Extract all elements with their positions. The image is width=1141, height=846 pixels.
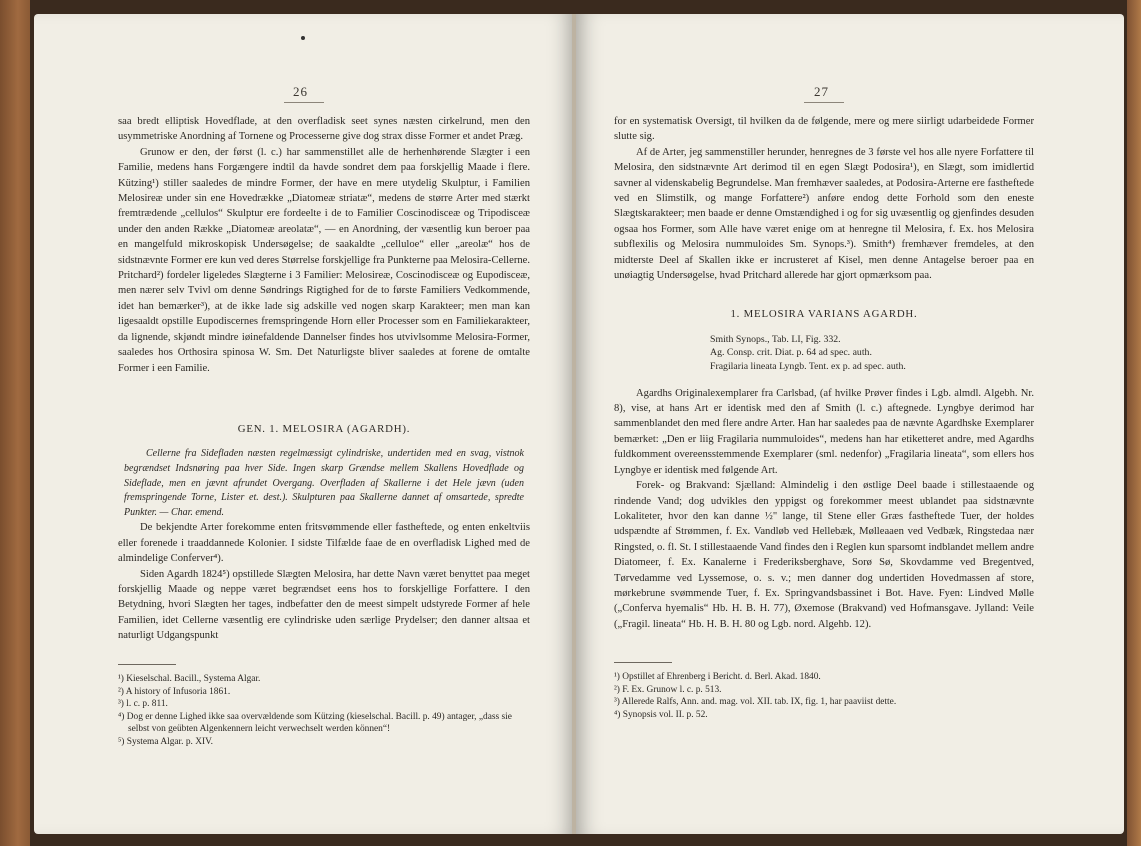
left-footnotes	[118, 664, 530, 749]
left-paragraph-4: Siden Agardh 1824⁵) opstillede Slægten Melosira, har dette Navn været benyttet paa meget forskjellig Maade og neppe været begrændset eens hos to forskjellige Forfattere. I den Betydning, hvori Slægten her tages, indbefatter den de meest simpelt udstyrede Former af hele Familien, idet Cellerne væsentlig ere cylindriske uden særlige Prydelser; den danner altsaa et naturligt Udgangspunkt	[118, 568, 530, 642]
species-synonyms	[614, 333, 1034, 374]
book-cover-right-edge	[1127, 0, 1141, 846]
right-footnote-3: ³) Allerede Ralfs, Ann. and. mag. vol. XII. tab. IX, fig. 1, har paaviist dette.	[614, 697, 897, 708]
right-footnote-1: ¹) Opstillet af Ehrenberg i Bericht. d. Berl. Akad. 1840.	[614, 672, 821, 682]
genus-diagnosis: Cellerne fra Sidefladen næsten regelmæssigt cylindriske, undertiden med en svag, vistnok begrændset Indsnøring paa hver Side. Ingen skarp Grændse mellem Skallens Hovedflade og Sideflade, men en jævnt afrundet Overgang. Overfladen af Skallerne i det Hele jævn (uden fremspringende Torne, Lister et. dest.). Skulpturen paa Skallerne dannet af omsartede, spredte Punkter. — Char. emend.	[124, 448, 524, 518]
synonym-3: Fragilaria lineata Lyngb. Tent. ex p. ad spec. auth.	[710, 361, 906, 373]
ink-spot	[301, 36, 305, 40]
right-paragraph-4: Forek- og Brakvand: Sjælland: Almindelig i den østlige Deel baade i stillestaaende og rindende Vand; dog udvikles den yppigst og forekommer meest ublandet paa sidstnævnte Lokaliteter, hvor den kan danne ½" lange, til Stene eller Græs fastheftede Tuer, der holdes udspændte af Strømmen, f. Ex. Vandløb ved Hellebæk, Møllеaaen ved Vedbæk, Ringstedaa nær Ringsted, o. fl. St. I stillestaaende Vand findes den i Reglen kun sparsomt indblandet mellem andre Diatomeer, f. Ex. Kanalerne i Frederiksberghave, Sorø Sø, Skovdamme ved Bregentved, Tørvedamme ved Lyssemose, o. s. v.; men danner dog undertiden Hovedmassen af store, mørkebrune svømmende Tuer, f. Ex. Springvandsbassinet i Bot. Have. Fyen: Lindved Mølle („Conferva hyemalis“ Hb. H. B. H. 77), Øxemose (Brakvand) ved Hofmansgave. Jylland: Veile („Fragil. lineata“ Hb. H. B. H. 80 og Lgb. nord. Algehb. 12).	[614, 480, 1034, 630]
left-footnote-2: ²) A history of Infusoria 1861.	[118, 686, 231, 697]
left-footnote-rule	[118, 664, 176, 665]
left-page-body	[118, 114, 530, 644]
right-paragraph-1: for en systematisk Oversigt, til hvilken da de følgende, mere og mere siirligt udarbeidede Former slutte sig.	[614, 116, 1034, 143]
left-footnote-5: ⁵) Systema Algar. p. XIV.	[118, 736, 214, 747]
right-footnotes	[614, 662, 1034, 721]
left-footnote-1: ¹) Kieselschal. Bacill., Systema Algar.	[118, 674, 261, 684]
right-paragraph-2: Af de Arter, jeg sammenstiller herunder, henregnes de 3 første vel hos alle nyere Forfattere til Melosira, den sidstnævnte Art derimod til en egen Slægt Podosira¹), en Slægt, som imidlertid savner al videnskabelig Begrundelse. Man fremhæver saaledes, at Podosira-Arterne ere fastheftede ved en Slimstilk, og mange Forfattere²) anføre endog dette Forhold som den eneste Slægtskarakteer; men baade er denne Omstændighed i og for sig uvæsentlig og gjenfindes desuden ogsaa hos Former, som Alle have været enige om at henregne til Melosira, f. Ex. hos Melosira subflexilis og Melosira nummuloides Sm. Synops.³). Smith⁴) fremhæver fremdeles, at den midterste Deel af Skallen ikke er incrusteret af Kisel, men denne Antagelse beroer paa en unøiagtig Undersøgelse, hvad Pritchard allerede har gjort opmærksom paa.	[614, 146, 1034, 282]
left-footnote-3: ³) l. c. p. 811.	[118, 699, 168, 710]
left-page	[34, 14, 574, 834]
right-footnote-rule	[614, 662, 672, 663]
synonym-2: Ag. Consp. crit. Diat. p. 64 ad spec. auth.	[710, 347, 872, 359]
right-page-number-rule	[804, 102, 844, 103]
right-footnote-2: ²) F. Ex. Grunow l. c. p. 513.	[614, 684, 722, 695]
left-paragraph-3: De bekjendte Arter forekomme enten fritsvømmende eller fastheftede, og enten enkeltviis eller forenede i traaddannede Kolonier. I sidste Tilfælde faae de en overfladisk Lighed med de almindelige Conferver⁴).	[118, 522, 530, 565]
right-page-number: 27	[814, 84, 829, 99]
right-footnote-4: ⁴) Synopsis vol. II. p. 52.	[614, 709, 708, 720]
synonym-1: Smith Synops., Tab. LI, Fig. 332.	[710, 333, 841, 345]
book-cover-left-edge	[0, 0, 30, 846]
left-footnote-4: ⁴) Dog er denne Lighed ikke saa overvældende som Kützing (kieselschal. Bacill. p. 49) antager, „dass sie selbst von geübten Algenkennern leicht verwechselt werden können“!	[118, 711, 512, 735]
left-paragraph-2: Grunow er den, der først (l. c.) har sammenstillet alle de herhenhørende Slægter i een Familie, medens hans Forgængere indtil da havde sondret dem paa forskjellig Maade i flere. Kützing¹) stiller saaledes de mindre Former, der have en mere utydelig Skulptur, i Familien Melosireæ under sin ene Hovedrække „Diatomeæ striatæ“, medens de større Arter med stærkt fremtrædende „cellulos“ Skulptur ere fordeelte i de to Familier Coscinodisceæ og Tripodisceæ under den anden Række „Diatomeæ areolatæ“, — en Anordning, der væsentlig kun beroer paa en mangelfuld mikroskopisk Undersøgelse; de saakaldte „celluloe“ eller „areolæ“ hos de sidstnævnte Former ere kun ved deres Størrelse forskjellige fra Punkterne paa Melosira-Cellerne. Pritchard²) fordeler ligeledes Slægterne i 3 Familier: Melosireæ, Coscinodisceæ og Eupodisceæ, men nærer selv Tvivl om denne Søndrings Rigtighed for de to første Familiers Vedkommende, idet han bemærker³), at de ikke lade sig adskille ved nogen skarp Karakteer; men man kan ligesaaldt opstille Eupodiscernes fremspringende Horn eller Processer som en Familiekarakteer, da lignende, skjøndt mindre iøinefaldende Dannelser findes hos utvivlsomme Melosira-Former, saaledes hos Orthosira spinosa W. Sm. Det Naturligste bliver saaledes at forene de omtalte Former i een Familie.	[118, 146, 530, 374]
left-page-number-rule	[284, 102, 324, 103]
left-page-number: 26	[293, 84, 308, 99]
right-paragraph-3: Agardhs Originalexemplarer fra Carlsbad, (af hvilke Prøver findes i Lgb. almdl. Algebh. Nr. 8), vise, at hans Art er identisk med den af Smith (l. c.) aftegnede. Lyngbye derimod har sammenblandet den med flere andre Arter. Han har saaledes paa de nævnte Agardhske Exemplarer bemærket: „Den er liig Fragilaria nummuloides“, medens han har etiketteret andre, med Agardhs fuldkomment overeensstemmende Exemplarer (sml. nedenfor) „Fragilaria lineata“, som ellers hos Lyngbye er identisk med følgende Art.	[614, 387, 1034, 476]
genus-heading: GEN. 1. MELOSIRA (AGARDH).	[237, 422, 411, 435]
right-page	[576, 14, 1124, 834]
species-heading: 1. MELOSIRA VARIANS AGARDH.	[730, 308, 918, 321]
right-page-body	[614, 114, 1034, 632]
left-paragraph-1: saa bredt elliptisk Hovedflade, at den overfladisk seet synes næsten cirkelrund, men den usymmetriske Anordning af Tornene og Processerne give dog strax disse Former et andet Præg.	[118, 116, 530, 143]
